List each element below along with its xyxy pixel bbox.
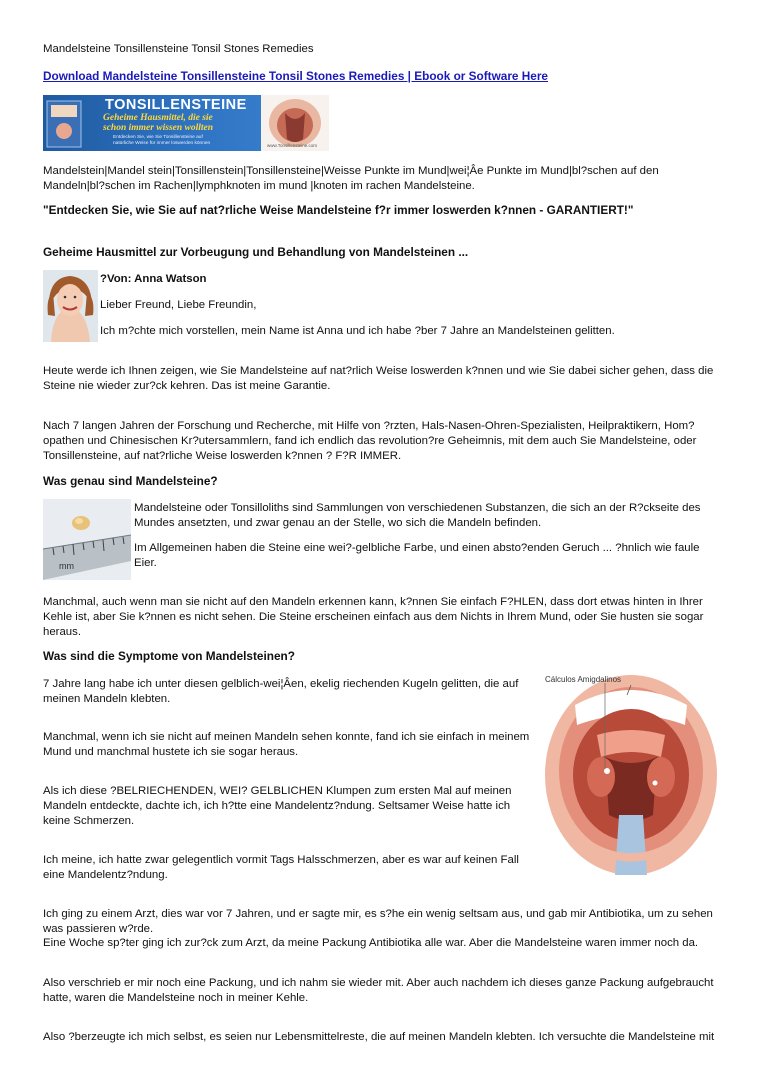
symptom-4-line-1: Ich meine, ich hatte zwar gelegentlich vormit Tags Halsschmerzen, aber es war auf keinen Fall bbox=[43, 854, 519, 866]
symptom-4-line-2: eine Mandelentz?ndung. bbox=[43, 869, 168, 881]
section-heading-secret-remedies: Geheime Hausmittel zur Vorbeugung und Behandlung von Mandelsteinen ... bbox=[43, 245, 469, 259]
paragraph-2-line-3: Tonsillensteine, auf nat?rliche Weise loswerden k?nnen ? F?R IMMER. bbox=[43, 450, 402, 462]
doctor-line-3: Eine Woche sp?ter ging ich zur?ck zum Arzt, da meine Packung Antibiotika alle war. Aber die Mandelsteine waren immer noch da. bbox=[43, 937, 699, 949]
tonsil-stone-photo bbox=[43, 499, 131, 580]
author-byline: ?Von: Anna Watson bbox=[100, 273, 207, 285]
paragraph-1-line-2: Steine nie wieder zur?ck kehren. Das ist meine Garantie. bbox=[43, 380, 331, 392]
what-line-1: Mandelsteine oder Tonsilloliths sind Sammlungen von verschiedenen Substanzen, die sich an der R?ckseite des bbox=[134, 502, 701, 514]
ruler-unit-label: mm bbox=[59, 561, 74, 571]
download-link[interactable]: Download Mandelsteine Tonsillensteine Tonsil Stones Remedies | Ebook or Software Here bbox=[43, 69, 548, 83]
symptom-3-line-1: Als ich diese ?BELRIECHENDEN, WEI? GELBLICHEN Klumpen zum ersten Mal auf meinen bbox=[43, 785, 512, 797]
intro-text: Ich m?chte mich vorstellen, mein Name ist Anna und ich habe ?ber 7 Jahre an Mandelsteinen gelitten. bbox=[100, 325, 615, 337]
symptom-1-line-2: meinen Mandeln klebten. bbox=[43, 693, 171, 705]
what-line-4: Eier. bbox=[134, 557, 157, 569]
symptom-3-line-2: Mandeln entdeckte, dachte ich, ich h?tte eine Mandelentz?ndung. Seltsamer Weise hatte ich bbox=[43, 800, 511, 812]
what-line-2: Mundes ansetzten, und zwar genau an der Stelle, wo sich die Mandeln befinden. bbox=[134, 517, 542, 529]
banner-small-1: Entdecken Sie, wie Sie Tonsillensteine auf bbox=[113, 135, 203, 140]
banner-subtitle-1: Geheime Hausmittel, die sie bbox=[103, 113, 213, 123]
doctor-line-2: was passieren w?rde. bbox=[43, 923, 154, 935]
author-photo bbox=[43, 270, 98, 342]
section-heading-symptoms: Was sind die Symptome von Mandelsteinen? bbox=[43, 649, 295, 663]
what-line-3: Im Allgemeinen haben die Steine eine wei?-gelbliche Farbe, und einen absto?enden Geruch ... ?hnlich wie faule bbox=[134, 542, 700, 554]
paragraph-1-line-1: Heute werde ich Ihnen zeigen, wie Sie Mandelsteine auf nat?rlich Weise loswerden k?nnen und wie Sie dabei sicher gehen, dass die bbox=[43, 365, 714, 377]
symptom-2-line-1: Manchmal, wenn ich sie nicht auf meinen Mandeln sehen konnte, fand ich sie einfach in meinem bbox=[43, 731, 530, 743]
section-heading-what-are: Was genau sind Mandelsteine? bbox=[43, 474, 218, 488]
ebook-banner[interactable] bbox=[43, 95, 329, 151]
banner-title: TONSILLENSTEINE bbox=[105, 97, 247, 113]
banner-subtitle-2: schon immer wissen wollten bbox=[103, 123, 214, 133]
feel-line-3: heraus. bbox=[43, 626, 81, 638]
symptom-1-line-1: 7 Jahre lang habe ich unter diesen gelblich-wei¦Âen, ekelig riechenden Kugeln gelitten, die auf bbox=[43, 678, 519, 690]
again-line-1: Also verschrieb er mir noch eine Packung, und ich nahm sie wieder mit. Aber auch nachdem ich dieses ganze Packung aufgebraucht bbox=[43, 977, 714, 989]
illustration-label: Cálculos Amigdalinos bbox=[545, 675, 622, 684]
headline: "Entdecken Sie, wie Sie auf nat?rliche Weise Mandelsteine f?r immer loswerden k?nnen - GARANTIERT!" bbox=[43, 203, 634, 217]
keywords-line-1: Mandelstein|Mandel stein|Tonsillenstein|Tonsillensteine|Weisse Punkte im Mund|wei¦Âe Punkte im Mund|bl?schen auf den bbox=[43, 165, 659, 177]
greeting: Lieber Freund, Liebe Freundin, bbox=[100, 299, 257, 311]
feel-line-1: Manchmal, auch wenn man sie nicht auf den Mandeln erkennen kann, k?nnen Sie einfach F?HLEN, dass dort etwas hinten in Ihrer bbox=[43, 596, 703, 608]
document-title: Mandelsteine Tonsillensteine Tonsil Stones Remedies bbox=[43, 43, 314, 55]
symptom-3-line-3: keine Schmerzen. bbox=[43, 815, 135, 827]
last-line-1: Also ?berzeugte ich mich selbst, es seien nur Lebensmittelreste, die auf meinen Mandeln klebten. Ich versuchte die Mandelsteine mit bbox=[43, 1031, 715, 1043]
banner-url: www.Tonsillensteine.com bbox=[267, 143, 318, 148]
symptom-2-line-2: Mund und manchmal hustete ich sie sogar heraus. bbox=[43, 746, 299, 758]
tonsil-stones-illustration bbox=[535, 665, 730, 880]
doctor-line-1: Ich ging zu einem Arzt, dies war vor 7 Jahren, und er sagte mir, es s?he ein wenig seltsam aus, und gab mir Antibiotika, um zu sehen bbox=[43, 908, 713, 920]
paragraph-2-line-2: opathen und Chinesischen Kr?utersammlern, fand ich endlich das revolution?re Geheimnis, mit dem auch Sie Mandelsteine, oder bbox=[43, 435, 697, 447]
keywords-line-2: Mandeln|bl?schen im Rachen|lymphknoten im mund |knoten im rachen Mandelsteine. bbox=[43, 180, 475, 192]
again-line-2: hatte, waren die Mandelsteine noch in meiner Kehle. bbox=[43, 992, 309, 1004]
paragraph-2-line-1: Nach 7 langen Jahren der Forschung und Recherche, mit Hilfe von ?rzten, Hals-Nasen-Ohren-Spezialisten, Heilpraktikern, Hom? bbox=[43, 420, 695, 432]
feel-line-2: Kehle ist, aber Sie k?nnen es nicht sehen. Die Steine erscheinen einfach aus dem Nichts in Ihrem Mund, oder Sie husten sie sogar bbox=[43, 611, 704, 623]
banner-small-2: natürliche Weise für immer loswerden können bbox=[113, 141, 211, 146]
